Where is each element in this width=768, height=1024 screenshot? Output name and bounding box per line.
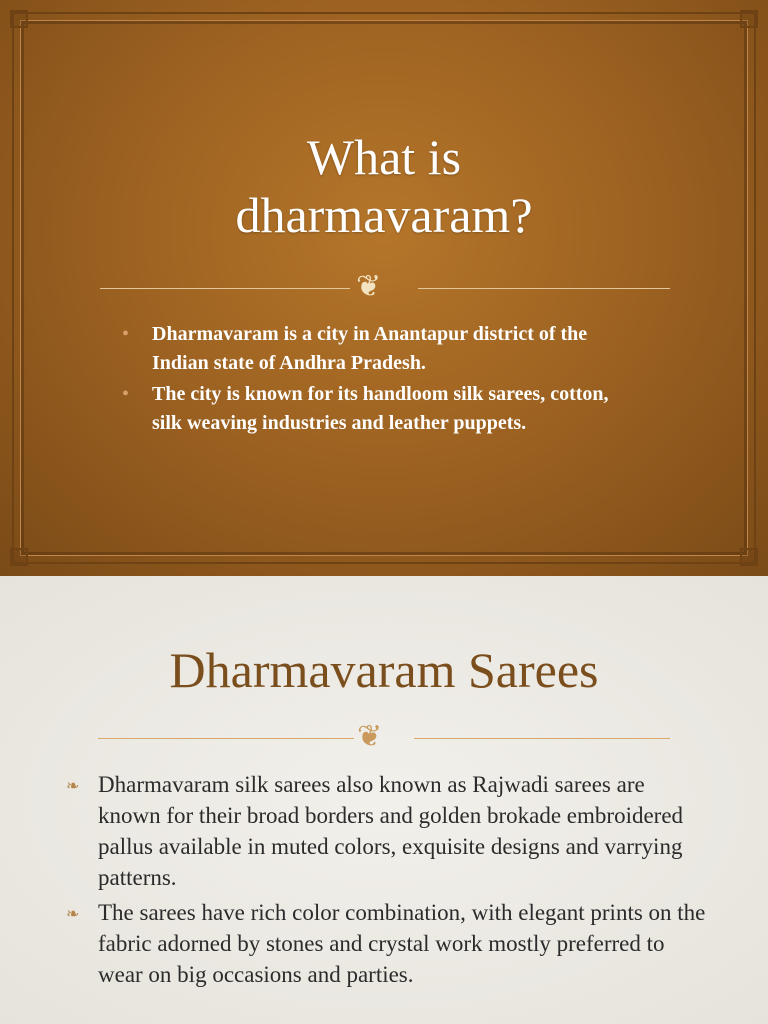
- frame-corner-ornament: [10, 10, 28, 28]
- bullet-dot-icon: •: [122, 323, 130, 345]
- frame-corner-ornament: [740, 548, 758, 566]
- title-divider-right: [418, 288, 670, 289]
- list-item: [122, 380, 642, 438]
- ornament-bullet-icon: ❧: [66, 776, 80, 795]
- list-item: [122, 320, 642, 378]
- title-divider-left: [98, 738, 354, 739]
- ornament-bullet-icon: ❧: [66, 904, 80, 923]
- slide-2-title: Dharmavaram Sarees: [169, 642, 599, 698]
- slide-1-title-line-1: What is: [306, 129, 462, 185]
- bullet-dot-icon: •: [122, 383, 130, 405]
- slide-2-bullet-list: [66, 769, 706, 994]
- slide-1-title: [0, 128, 768, 244]
- slide-1-title-line-2: dharmavaram?: [235, 187, 533, 243]
- list-item: [66, 769, 706, 893]
- floral-ornament-icon: ❦: [357, 719, 383, 754]
- bullet-text: Dharmavaram is a city in Anantapur district of the Indian state of Andhra Pradesh.: [152, 323, 588, 374]
- title-divider-left: [100, 288, 350, 289]
- bullet-text: Dharmavaram silk sarees also known as Rajwadi sarees are known for their broad borders and golden brokade embroidered pallus available in muted colors, exquisite designs and varrying patterns.: [98, 772, 684, 890]
- slide-2: [0, 576, 768, 1024]
- floral-ornament-icon: ❦: [356, 269, 382, 304]
- title-divider-right: [414, 738, 670, 739]
- slide-1-bullet-list: [122, 320, 642, 440]
- frame-corner-ornament: [10, 548, 28, 566]
- bullet-text: The city is known for its handloom silk sarees, cotton, silk weaving industries and leather puppets.: [152, 383, 609, 434]
- list-item: [66, 897, 706, 990]
- bullet-text: The sarees have rich color combination, with elegant prints on the fabric adorned by stones and crystal work mostly preferred to wear on big occasions and parties.: [98, 900, 706, 987]
- frame-corner-ornament: [740, 10, 758, 28]
